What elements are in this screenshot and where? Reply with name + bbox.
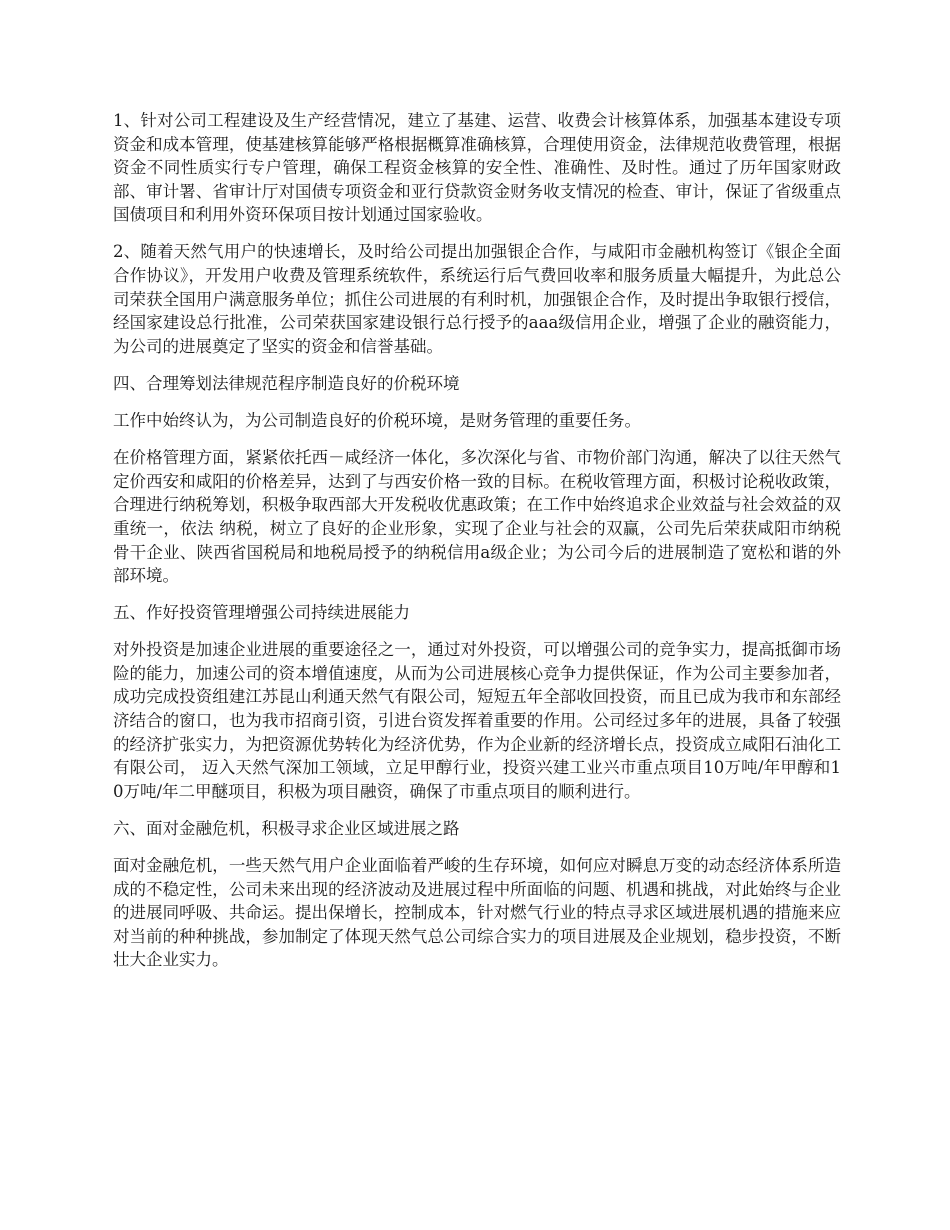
- document-page: [113, 109, 841, 986]
- paragraph-3: 工作中始终认为，为公司制造良好的价税环境，是财务管理的重要任务。: [113, 411, 641, 431]
- paragraph-5: 对外投资是加速企业进展的重要途径之一，通过对外投资，可以增强公司的竞争实力，提高抵御市场险的能力，加速公司的资本增值速度，从而为公司进展核心竞争力提供保证，作为公司主要参加者，成功完成投资组建江苏昆山利通天然气有限公司，短短五年全部收回投资，而且已成为我市和东部经济结合的窗口，也为我市招商引资，引进台资发挥着重要的作用。公司经过多年的进展，具备了较强的经济扩张实力，为把资源优势转化为经济优势，作为企业新的经济增长点，投资成立咸阳石油化工有限公司， 迈入天然气深加工领域，立足甲醇行业，投资兴建工业兴市重点项目10万吨/年甲醇和10万吨/年二甲醚项目，积极为项目融资，确保了市重点项目的顺利进行。: [113, 640, 841, 801]
- paragraph-1: 1、针对公司工程建设及生产经营情况，建立了基建、运营、收费会计核算体系，加强基本建设专项资金和成本管理，使基建核算能够严格根据概算准确核算，合理使用资金，法律规范收费管理，根据资金不同性质实行专户管理，确保工程资金核算的安全性、准确性、及时性。通过了历年国家财政部、审计署、省审计厅对国债专项资金和亚行贷款资金财务收支情况的检查、审计，保证了省级重点国债项目和利用外资环保项目按计划通过国家验收。: [113, 111, 841, 225]
- paragraph-4: 在价格管理方面，紧紧依托西－咸经济一体化，多次深化与省、市物价部门沟通，解决了以往天然气定价西安和咸阳的价格差异，达到了与西安价格一致的目标。在税收管理方面，积极讨论税收政策，合理进行纳税筹划，积极争取西部大开发税收优惠政策；在工作中始终追求企业效益与社会效益的双重统一，依法 纳税，树立了良好的企业形象，实现了企业与社会的双赢，公司先后荣获咸阳市纳税骨干企业、陕西省国税局和地税局授予的纳税信用a级企业；为公司今后的进展制造了宽松和谐的外部环境。: [113, 448, 841, 586]
- section-heading-4: 四、合理筹划法律规范程序制造良好的价税环境: [113, 373, 460, 393]
- section-heading-6: 六、面对金融危机，积极寻求企业区域进展之路: [113, 818, 460, 838]
- paragraph-2: 2、随着天然气用户的快速增长，及时给公司提出加强银企合作，与咸阳市金融机构签订《银企全面合作协议》，开发用户收费及管理系统软件，系统运行后气费回收率和服务质量大幅提升，为此总公司荣获全国用户满意服务单位；抓住公司进展的有利时机，加强银企合作，及时提出争取银行授信，经国家建设总行批准，公司荣获国家建设银行总行授予的aaa级信用企业，增强了企业的融资能力，为公司的进展奠定了坚实的资金和信誉基础。: [113, 242, 841, 356]
- paragraph-6: 面对金融危机，一些天然气用户企业面临着严峻的生存环境，如何应对瞬息万变的动态经济体系所造成的不稳定性，公司未来出现的经济波动及进展过程中所面临的问题、机遇和挑战，对此始终与企业的进展同呼吸、共命运。提出保增长，控制成本，针对燃气行业的特点寻求区域进展机遇的措施来应对当前的种种挑战，参加制定了体现天然气总公司综合实力的项目进展及企业规划，稳步投资，不断壮大企业实力。: [113, 856, 841, 970]
- section-heading-5: 五、作好投资管理增强公司持续进展能力: [113, 603, 410, 623]
